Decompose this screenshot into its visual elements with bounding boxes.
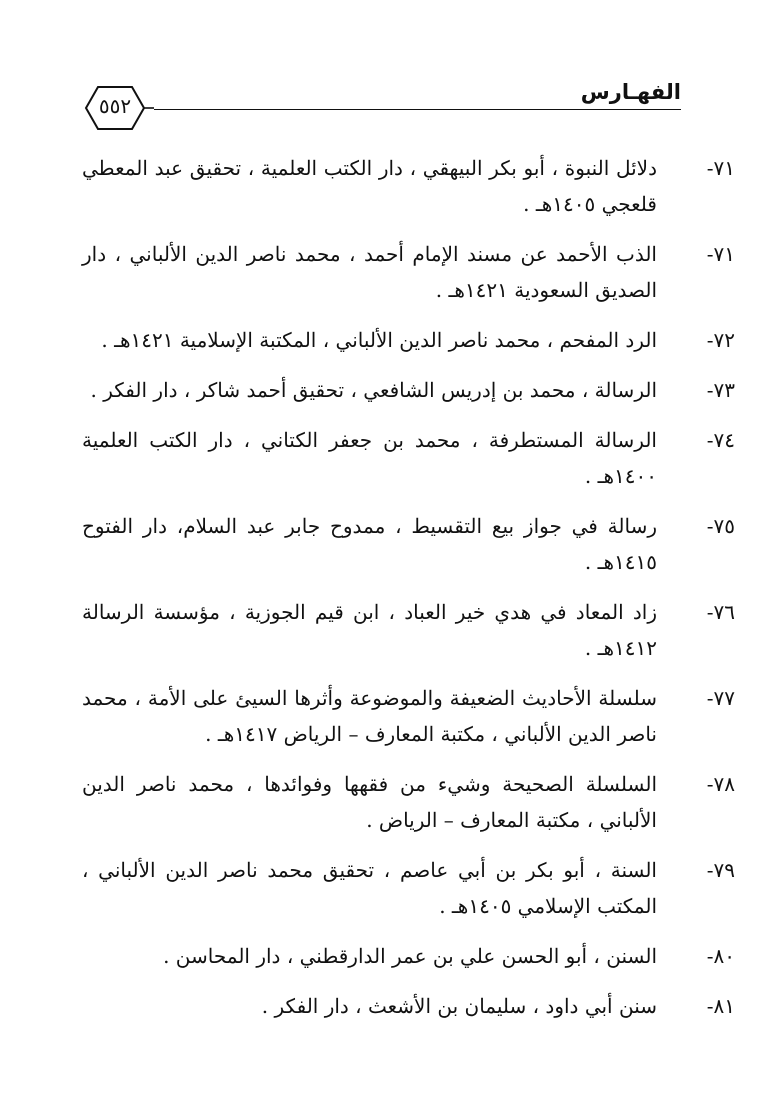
list-item (82, 236, 735, 308)
page-number-badge (76, 86, 154, 130)
list-item (82, 680, 735, 752)
entry-text: الرسالة ، محمد بن إدريس الشافعي ، تحقيق أحمد شاكر ، دار الفكر . (90, 378, 657, 402)
entry-text: السلسلة الصحيحة وشيء من فقهها وفوائدها ، محمد ناصر الدين الألباني ، مكتبة المعارف – الرياض . (82, 772, 657, 832)
entry-text: سلسلة الأحاديث الضعيفة والموضوعة وأثرها السيئ على الأمة ، محمد ناصر الدين الألباني ، مكتبة المعارف – الرياض ١٤١٧هـ . (82, 686, 657, 746)
entry-number: ٧٧- (706, 686, 735, 710)
list-item (82, 372, 735, 408)
entry-number: ٨٠- (706, 944, 735, 968)
entry-text: رسالة في جواز بيع التقسيط ، ممدوح جابر عبد السلام، دار الفتوح ١٤١٥هـ . (82, 514, 657, 574)
entry-number: ٧٨- (706, 772, 735, 796)
list-item (82, 766, 735, 838)
entry-number: ٧٩- (706, 858, 735, 882)
entry-text: السنن ، أبو الحسن علي بن عمر الدارقطني ، دار المحاسن . (163, 944, 657, 968)
entry-number: ٨١- (706, 994, 735, 1018)
page-number: ٥٥٢ (98, 94, 132, 118)
section-title: الفهـارس (580, 80, 681, 104)
bibliography-list (82, 150, 735, 1038)
entry-text: دلائل النبوة ، أبو بكر البيهقي ، دار الكتب العلمية ، تحقيق عبد المعطي قلعجي ١٤٠٥هـ . (82, 156, 657, 216)
header-rule (154, 109, 681, 110)
page-header (76, 78, 681, 122)
entry-number: ٧١- (706, 156, 735, 180)
list-item (82, 150, 735, 222)
entry-number: ٧١- (706, 242, 735, 266)
entry-number: ٧٣- (706, 378, 735, 402)
entry-number: ٧٢- (706, 328, 735, 352)
entry-text: سنن أبي داود ، سليمان بن الأشعث ، دار الفكر . (261, 994, 657, 1018)
entry-number: ٧٤- (706, 428, 735, 452)
entry-text: السنة ، أبو بكر بن أبي عاصم ، تحقيق محمد ناصر الدين الألباني ، المكتب الإسلامي ١٤٠٥هـ . (82, 858, 657, 918)
list-item (82, 852, 735, 924)
list-item (82, 938, 735, 974)
list-item (82, 594, 735, 666)
entry-number: ٧٦- (706, 600, 735, 624)
list-item (82, 508, 735, 580)
list-item (82, 422, 735, 494)
list-item (82, 988, 735, 1024)
entry-text: الذب الأحمد عن مسند الإمام أحمد ، محمد ناصر الدين الألباني ، دار الصديق السعودية ١٤٢١هـ . (82, 242, 657, 302)
entry-text: الرسالة المستطرفة ، محمد بن جعفر الكتاني ، دار الكتب العلمية ١٤٠٠هـ . (82, 428, 657, 488)
entry-text: الرد المفحم ، محمد ناصر الدين الألباني ، المكتبة الإسلامية ١٤٢١هـ . (101, 328, 657, 352)
entry-number: ٧٥- (706, 514, 735, 538)
entry-text: زاد المعاد في هدي خير العباد ، ابن قيم الجوزية ، مؤسسة الرسالة ١٤١٢هـ . (82, 600, 657, 660)
list-item (82, 322, 735, 358)
